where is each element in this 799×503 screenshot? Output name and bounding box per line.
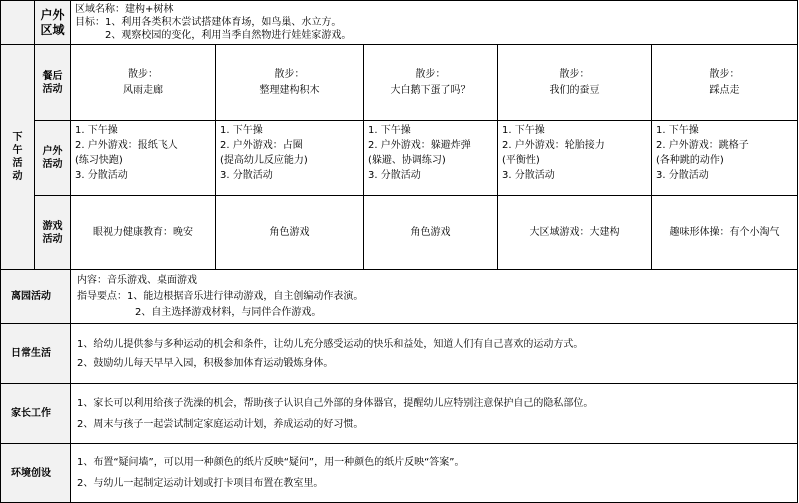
outdoor-activity-cell-2: 1. 下午操 2. 户外游戏：占圈 (提高幼儿反应能力) 3. 分散活动	[216, 121, 364, 196]
outdoor-activity-row	[1, 121, 798, 196]
after-meal-row	[1, 45, 798, 121]
environment-row	[1, 444, 798, 503]
environment-content: 1、布置“疑问墙”，可以用一种颜色的纸片反映“疑问”，用一种颜色的纸片反映“答案”。 2、与幼儿一起制定运动计划或打卡项目布置在教室里。	[71, 444, 798, 503]
goal-line-2: 2、观察校园的变化，利用当季自然物进行娃娃家游戏。	[105, 30, 352, 41]
daily-life-content: 1、给幼儿提供参与多种运动的机会和条件，让幼儿充分感受运动的快乐和益处，知道人们有自己喜欢的运动方式。 2、鼓励幼儿每天早早入园，积极参加体育运动锻炼身体。	[71, 324, 798, 384]
outdoor-area-label: 户外 区域	[35, 1, 71, 45]
daily-life-label: 日常生活	[1, 324, 71, 384]
environment-label: 环境创设	[1, 444, 71, 503]
game-activity-cell-2: 角色游戏	[216, 196, 364, 270]
afternoon-section-label: 下 午 活 动	[1, 45, 35, 270]
outdoor-activity-cell-4: 1. 下午操 2. 户外游戏：轮胎接力 (平衡性) 3. 分散活动	[498, 121, 652, 196]
after-meal-label: 餐后 活动	[35, 45, 71, 121]
parent-work-label: 家长工作	[1, 384, 71, 444]
game-activity-label: 游戏 活动	[35, 196, 71, 270]
goal-line-1: 目标：1、利用各类积木尝试搭建体育场，如鸟巢、水立方。	[75, 17, 342, 28]
after-meal-cell-4: 散步： 我们的蚕豆	[498, 45, 652, 121]
outdoor-area-content	[71, 1, 798, 45]
leave-activity-label: 离园活动	[1, 270, 71, 324]
game-activity-cell-4: 大区域游戏：大建构	[498, 196, 652, 270]
game-activity-cell-3: 角色游戏	[364, 196, 498, 270]
parent-work-row	[1, 384, 798, 444]
after-meal-cell-1: 散步： 风雨走廊	[71, 45, 216, 121]
game-activity-cell-5: 趣味形体操：有个小淘气	[652, 196, 798, 270]
after-meal-cell-3: 散步： 大白鹅下蛋了吗？	[364, 45, 498, 121]
outdoor-area-row	[1, 1, 798, 45]
leave-activity-content: 内容：音乐游戏、桌面游戏 指导要点：1、能边根据音乐进行律动游戏，自主创编动作表演。 2、自主选择游戏材料，与同伴合作游戏。	[71, 270, 798, 324]
top-left-blank	[1, 1, 35, 45]
leave-activity-row	[1, 270, 798, 324]
daily-life-row	[1, 324, 798, 384]
outdoor-activity-cell-5: 1. 下午操 2. 户外游戏：跳格子 (各种跳的动作) 3. 分散活动	[652, 121, 798, 196]
game-activity-row	[1, 196, 798, 270]
outdoor-activity-label: 户外 活动	[35, 121, 71, 196]
area-name: 区域名称：建构+树林	[75, 4, 174, 15]
parent-work-content: 1、家长可以利用给孩子洗澡的机会，帮助孩子认识自己外部的身体器官，提醒幼儿应特别注意保护自己的隐私部位。 2、周末与孩子一起尝试制定家庭运动计划，养成运动的好习惯。	[71, 384, 798, 444]
after-meal-cell-2: 散步： 整理建构积木	[216, 45, 364, 121]
outdoor-activity-cell-1: 1. 下午操 2. 户外游戏：报纸飞人 (练习快跑) 3. 分散活动	[71, 121, 216, 196]
after-meal-cell-5: 散步： 踩点走	[652, 45, 798, 121]
outdoor-activity-cell-3: 1. 下午操 2. 户外游戏：躲避炸弹 (躲避、协调练习) 3. 分散活动	[364, 121, 498, 196]
game-activity-cell-1: 眼视力健康教育：晚安	[71, 196, 216, 270]
